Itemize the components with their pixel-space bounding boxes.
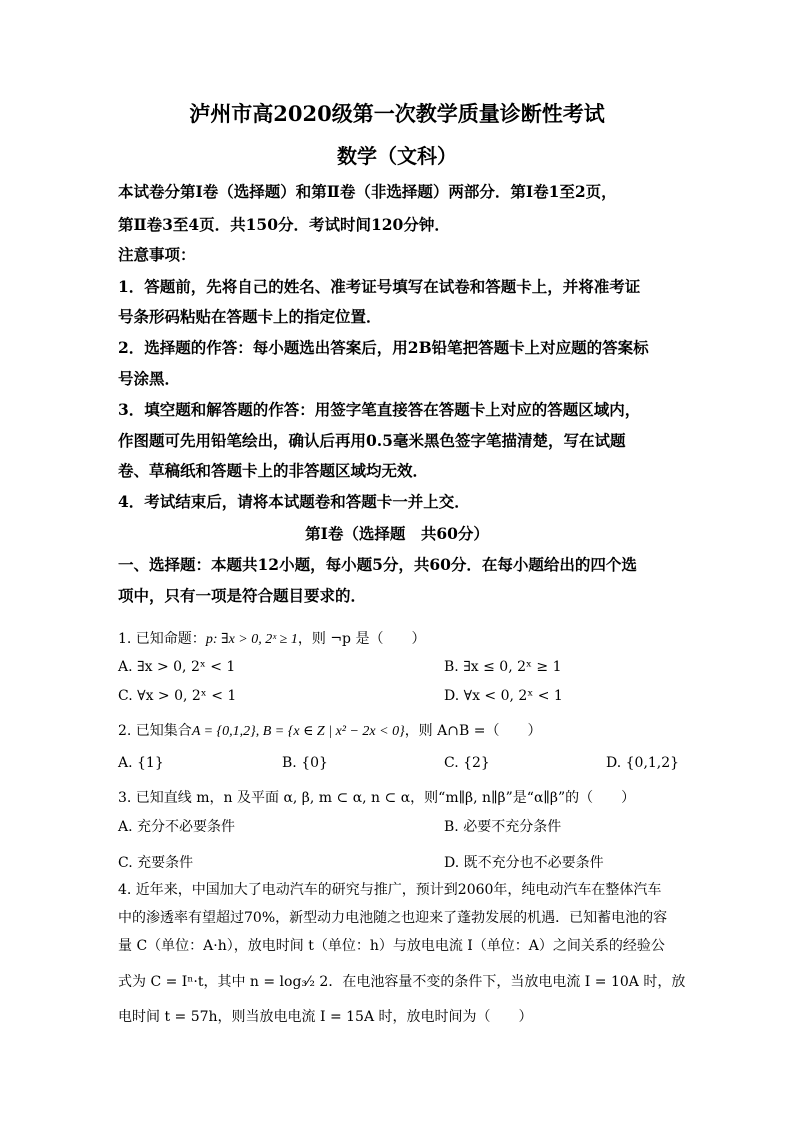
question-3-option-c: C. 充要条件	[118, 855, 194, 871]
question-1-option-b: B. ∃x ≤ 0, 2ˣ ≥ 1	[444, 659, 562, 675]
question-4-line-5: 电时间 t = 57h，则当放电电流 I = 15A 时，放电时间为（ ）	[118, 1009, 533, 1025]
question-2-option-d: D. {0,1,2}	[606, 755, 680, 771]
intro-line-2: 第Ⅱ卷3至4页．共150分．考试时间120分钟．	[118, 215, 450, 234]
question-2-option-b: B. {0}	[282, 755, 328, 771]
exam-title: 泸州市高2020级第一次教学质量诊断性考试	[189, 101, 605, 126]
notice-item-1b: 号条形码粘贴在答题卡上的指定位置．	[118, 307, 382, 326]
intro-line-1: 本试卷分第Ⅰ卷（选择题）和第Ⅱ卷（非选择题）两部分．第Ⅰ卷1至2页，	[118, 182, 617, 201]
question-4-line-3: 量 C（单位：A·h），放电时间 t（单位：h）与放电电流 I（单位：A）之间关系的经验公	[118, 938, 665, 954]
question-1-tail: ，则 ¬p 是（ ）	[297, 631, 426, 647]
question-1-option-c: C. ∀x > 0, 2ˣ < 1	[118, 688, 237, 704]
question-2-option-a: A. {1}	[118, 755, 164, 771]
question-1-math: p: ∃x > 0, 2ˣ ≥ 1	[205, 632, 298, 647]
question-2-option-c: C. {2}	[444, 755, 490, 771]
notice-item-4: 4．考试结束后，请将本试题卷和答题卡一并上交．	[118, 492, 470, 511]
question-2-tail: ，则 A∩B =（ ）	[404, 723, 542, 739]
question-3-option-b: B. 必要不充分条件	[444, 819, 562, 835]
exam-subtitle: 数学（文科）	[337, 144, 457, 168]
notice-item-3c: 卷、草稿纸和答题卡上的非答题区域均无效．	[118, 461, 429, 480]
notice-heading: 注意事项：	[118, 245, 196, 264]
question-2-text: 2. 已知集合	[118, 723, 192, 739]
section-title: 第Ⅰ卷（选择题 共60分）	[305, 524, 489, 543]
question-4-line-2: 中的渗透率有望超过70%，新型动力电池随之也迎来了蓬勃发展的机遇．已知蓄电池的容	[118, 910, 668, 926]
question-1-option-d: D. ∀x < 0, 2ˣ < 1	[444, 688, 563, 704]
question-2-math: A = {0,1,2}, B = {x ∈ Z | x² − 2x < 0}	[191, 724, 405, 739]
notice-item-3b: 作图题可先用铅笔绘出，确认后再用0.5毫米黑色签字笔描清楚，写在试题	[118, 431, 626, 450]
notice-item-2a: 2．选择题的作答：每小题选出答案后，用2B铅笔把答题卡上对应题的答案标	[118, 338, 649, 357]
question-1-option-a: A. ∃x > 0, 2ˣ < 1	[118, 659, 236, 675]
question-4-line-4: 式为 C = Iⁿ·t，其中 n = log₃⁄₂ 2．在电池容量不变的条件下，当放电电流 I = 10A 时，放	[118, 974, 686, 990]
notice-item-3a: 3．填空题和解答题的作答：用签字笔直接答在答题卡上对应的答题区域内，	[118, 400, 641, 419]
notice-item-1a: 1．答题前，先将自己的姓名、准考证号填写在试卷和答题卡上，并将准考证	[118, 277, 641, 296]
question-1-text: 1. 已知命题：	[118, 631, 206, 647]
question-3-stem: 3. 已知直线 m，n 及平面 α, β, m ⊂ α, n ⊂ α，则“m∥β, n∥β”是“α∥β”的（ ）	[118, 790, 636, 806]
section-instruction-a: 一、选择题：本题共12小题，每小题5分，共60分．在每小题给出的四个选	[118, 555, 637, 574]
question-1-stem	[118, 628, 425, 648]
question-3-option-d: D. 既不充分也不必要条件	[444, 855, 604, 871]
notice-item-2b: 号涂黑．	[118, 369, 181, 388]
question-2-stem	[118, 720, 541, 740]
question-4-line-1: 4. 近年来，中国加大了电动汽车的研究与推广，预计到2060年，纯电动汽车在整体汽车	[118, 882, 662, 898]
section-instruction-b: 项中，只有一项是符合题目要求的．	[118, 586, 367, 605]
question-3-option-a: A. 充分不必要条件	[118, 819, 236, 835]
